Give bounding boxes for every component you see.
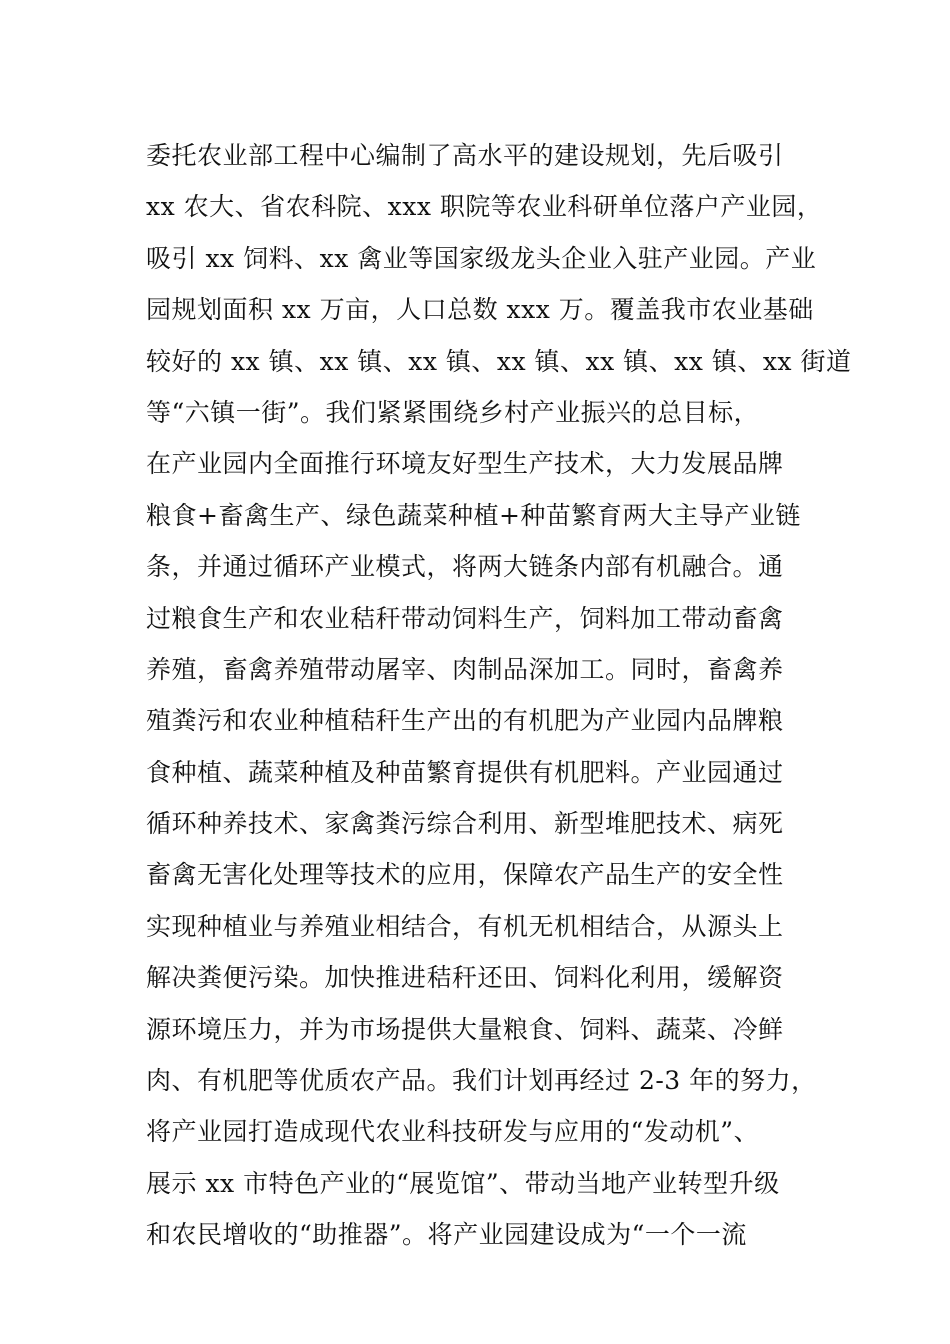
text-line: 畜禽无害化处理等技术的应用，保障农产品生产的安全性 [146,860,784,890]
text-line: 条，并通过循环产业模式，将两大链条内部有机融合。通 [146,552,784,582]
text-line: 过粮食生产和农业秸秆带动饲料生产，饲料加工带动畜禽 [146,603,784,633]
text-line: 在产业园内全面推行环境友好型生产技术，大力发展品牌 [146,449,784,479]
text-line: 和农民增收的“助推器”。将产业园建设成为“一个一流 [146,1220,747,1250]
body-paragraph [146,130,852,1261]
text-line: 吸引 xx 饲料、xx 禽业等国家级龙头企业入驻产业园。产业 [146,243,817,273]
text-line: 园规划面积 xx 万亩，人口总数 xxx 万。覆盖我市农业基础 [146,295,814,325]
text-line: 较好的 xx 镇、xx 镇、xx 镇、xx 镇、xx 镇、xx 镇、xx 街道 [146,346,852,376]
text-line: xx 农大、省农科院、xxx 职院等农业科研单位落户产业园， [146,192,823,222]
text-line: 委托农业部工程中心编制了高水平的建设规划，先后吸引 [146,141,784,170]
text-line: 实现种植业与养殖业相结合，有机无机相结合，从源头上 [146,911,784,941]
text-line: 养殖，畜禽养殖带动屠宰、肉制品深加工。同时，畜禽养 [146,654,784,684]
text-line: 粮食+畜禽生产、绿色蔬菜种植+种苗繁育两大主导产业链 [146,500,801,530]
text-line: 等“六镇一街”。我们紧紧围绕乡村产业振兴的总目标， [146,397,760,427]
text-line: 循环种养技术、家禽粪污综合利用、新型堆肥技术、病死 [146,809,784,839]
text-line: 展示 xx 市特色产业的“展览馆”、带动当地产业转型升级 [146,1168,780,1198]
text-line: 肉、有机肥等优质农产品。我们计划再经过 2-3 年的努力， [146,1066,817,1096]
text-line: 解决粪便污染。加快推进秸秆还田、饲料化利用，缓解资 [146,963,784,993]
text-line: 殖粪污和农业种植秸秆生产出的有机肥为产业园内品牌粮 [146,706,784,736]
text-line: 将产业园打造成现代农业科技研发与应用的“发动机”、 [146,1117,760,1147]
text-line: 源环境压力，并为市场提供大量粮食、饲料、蔬菜、冷鲜 [146,1014,784,1044]
text-line: 食种植、蔬菜种植及种苗繁育提供有机肥料。产业园通过 [146,757,784,787]
